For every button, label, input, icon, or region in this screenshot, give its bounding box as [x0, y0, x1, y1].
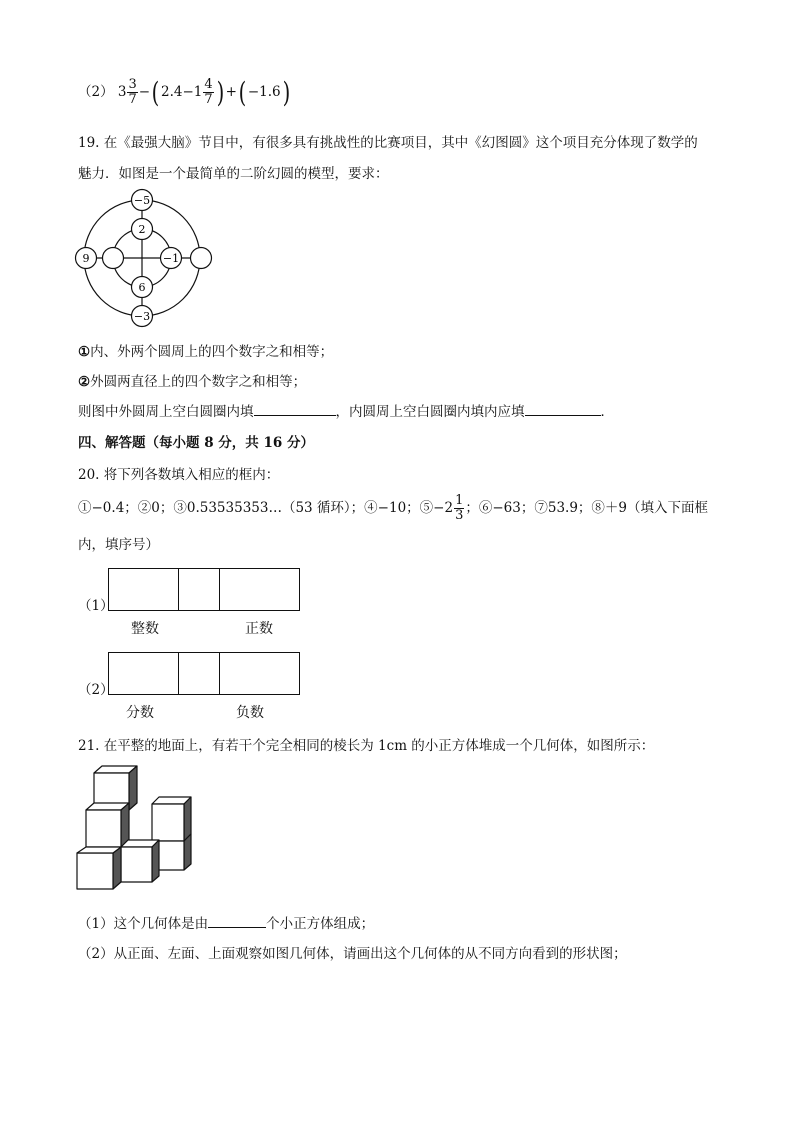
q19-blank-outer[interactable]: [254, 401, 336, 416]
q20-items-line: [78, 490, 708, 526]
label-inner-right: −1: [162, 252, 180, 265]
cube-a1-side: [113, 847, 121, 889]
q18-b-denominator: 7: [204, 92, 213, 107]
node-outer-right-blank: [191, 248, 212, 269]
label-positive: 正数: [245, 621, 273, 637]
label-inner-top: 2: [138, 223, 146, 236]
q19-line-2: 魅力．如图是一个最简单的二阶幻圆的模型，要求：: [78, 166, 389, 182]
q20-line-2: 内，填序号）: [78, 537, 159, 553]
q21-title: 21. 在平整的地面上，有若干个完全相同的棱长为 1cm 的小正方体堆成一个几何体，如图所示：: [78, 738, 655, 754]
q18-a-whole: 3: [117, 84, 127, 100]
q19-line-1: 19. 在《最强大脑》节目中，有很多具有挑战性的比赛项目，其中《幻图圆》这个项目充分体现了数学的: [78, 135, 698, 151]
q18-left-paren: (: [151, 75, 160, 109]
q18-part-label: （2）: [78, 84, 114, 100]
section-4-heading: 四、解答题（每小题 8 分，共 16 分）: [78, 435, 314, 451]
q20-part-2-label: （2）: [78, 682, 114, 698]
label-negative: 负数: [236, 705, 264, 721]
label-inner-bottom: 6: [138, 281, 146, 294]
q18-inner-prefix: 2.4−1: [161, 84, 203, 100]
q20-fraction-denominator: 3: [455, 508, 464, 523]
q18-c-value: −1.6: [247, 84, 281, 100]
node-inner-left-blank: [103, 248, 124, 269]
cube-b2-front: [152, 804, 184, 841]
q19-fill-part-2: ，内圆周上空白圆圈内填内应填: [335, 404, 525, 420]
q18-expression: [78, 74, 292, 110]
q19-rule-2-text: 外圆两直径上的四个数字之和相等；: [90, 374, 307, 390]
cube-mid-front: [121, 847, 152, 882]
q18-a-fraction: [127, 78, 137, 106]
cube-b1-side: [184, 834, 191, 870]
cube-a1-top: [77, 847, 121, 853]
q21-sub-2: （2）从正面、左面、上面观察如图几何体，请画出这个几何体的从不同方向看到的形状图；: [78, 946, 627, 962]
q21-blank-count[interactable]: [208, 913, 266, 928]
q18-b-numerator: 4: [204, 77, 213, 93]
label-fraction: 分数: [126, 705, 154, 721]
q18-c-left-paren: (: [238, 75, 247, 109]
q18-c-right-paren: ): [282, 75, 290, 109]
q18-minus: −: [138, 84, 151, 100]
q19-blank-inner[interactable]: [525, 401, 601, 416]
q21-sub-1: [78, 912, 374, 932]
label-outer-top: −5: [133, 194, 151, 207]
cube-stack-figure: [72, 764, 196, 894]
q19-rule-2: [78, 370, 306, 390]
q21-sub-1-before: （1）这个几何体是由: [78, 916, 209, 932]
box-overlap-integer-positive[interactable]: [178, 568, 220, 611]
q18-a-denominator: 7: [128, 92, 137, 107]
q20-part-1-label: （1）: [78, 598, 114, 614]
magic-circle-figure: [70, 188, 220, 330]
q19-rule-1-text: 内、外两个圆周上的四个数字之和相等；: [90, 344, 334, 360]
cube-a2-front: [86, 810, 121, 847]
q19-rule-1-mark: ①: [78, 344, 91, 360]
q20-items-before-fraction: ①−0.4；②0；③0.53535353…（53 循环）；④−10；⑤−2: [78, 500, 454, 516]
q19-fill-part-1: 则图中外圆周上空白圆圈内填: [78, 404, 254, 420]
q19-fill-end: ．: [600, 404, 614, 420]
q20-fraction: [454, 494, 464, 522]
label-outer-left: 9: [82, 252, 90, 265]
q20-title: 20. 将下列各数填入相应的框内：: [78, 467, 280, 483]
q18-plus: +: [225, 84, 237, 100]
q21-sub-1-after: 个小正方体组成；: [266, 916, 375, 932]
label-integer: 整数: [131, 621, 159, 637]
q20-items-after-fraction: ；⑥−63；⑦53.9；⑧＋9（填入下面框: [465, 500, 708, 516]
cube-mid-side: [152, 840, 159, 882]
q20-fraction-numerator: 1: [455, 493, 464, 509]
q19-fill-line: [78, 400, 614, 420]
q18-b-fraction: [203, 78, 213, 106]
q18-a-numerator: 3: [128, 77, 137, 93]
label-outer-bottom: −3: [133, 310, 151, 323]
box-overlap-fraction-negative[interactable]: [178, 652, 220, 695]
cube-a3-side: [129, 766, 137, 810]
cube-a1-front: [77, 853, 113, 889]
q19-rule-2-mark: ②: [78, 374, 91, 390]
q19-rule-1: [78, 340, 333, 360]
q18-right-paren: ): [216, 75, 224, 109]
